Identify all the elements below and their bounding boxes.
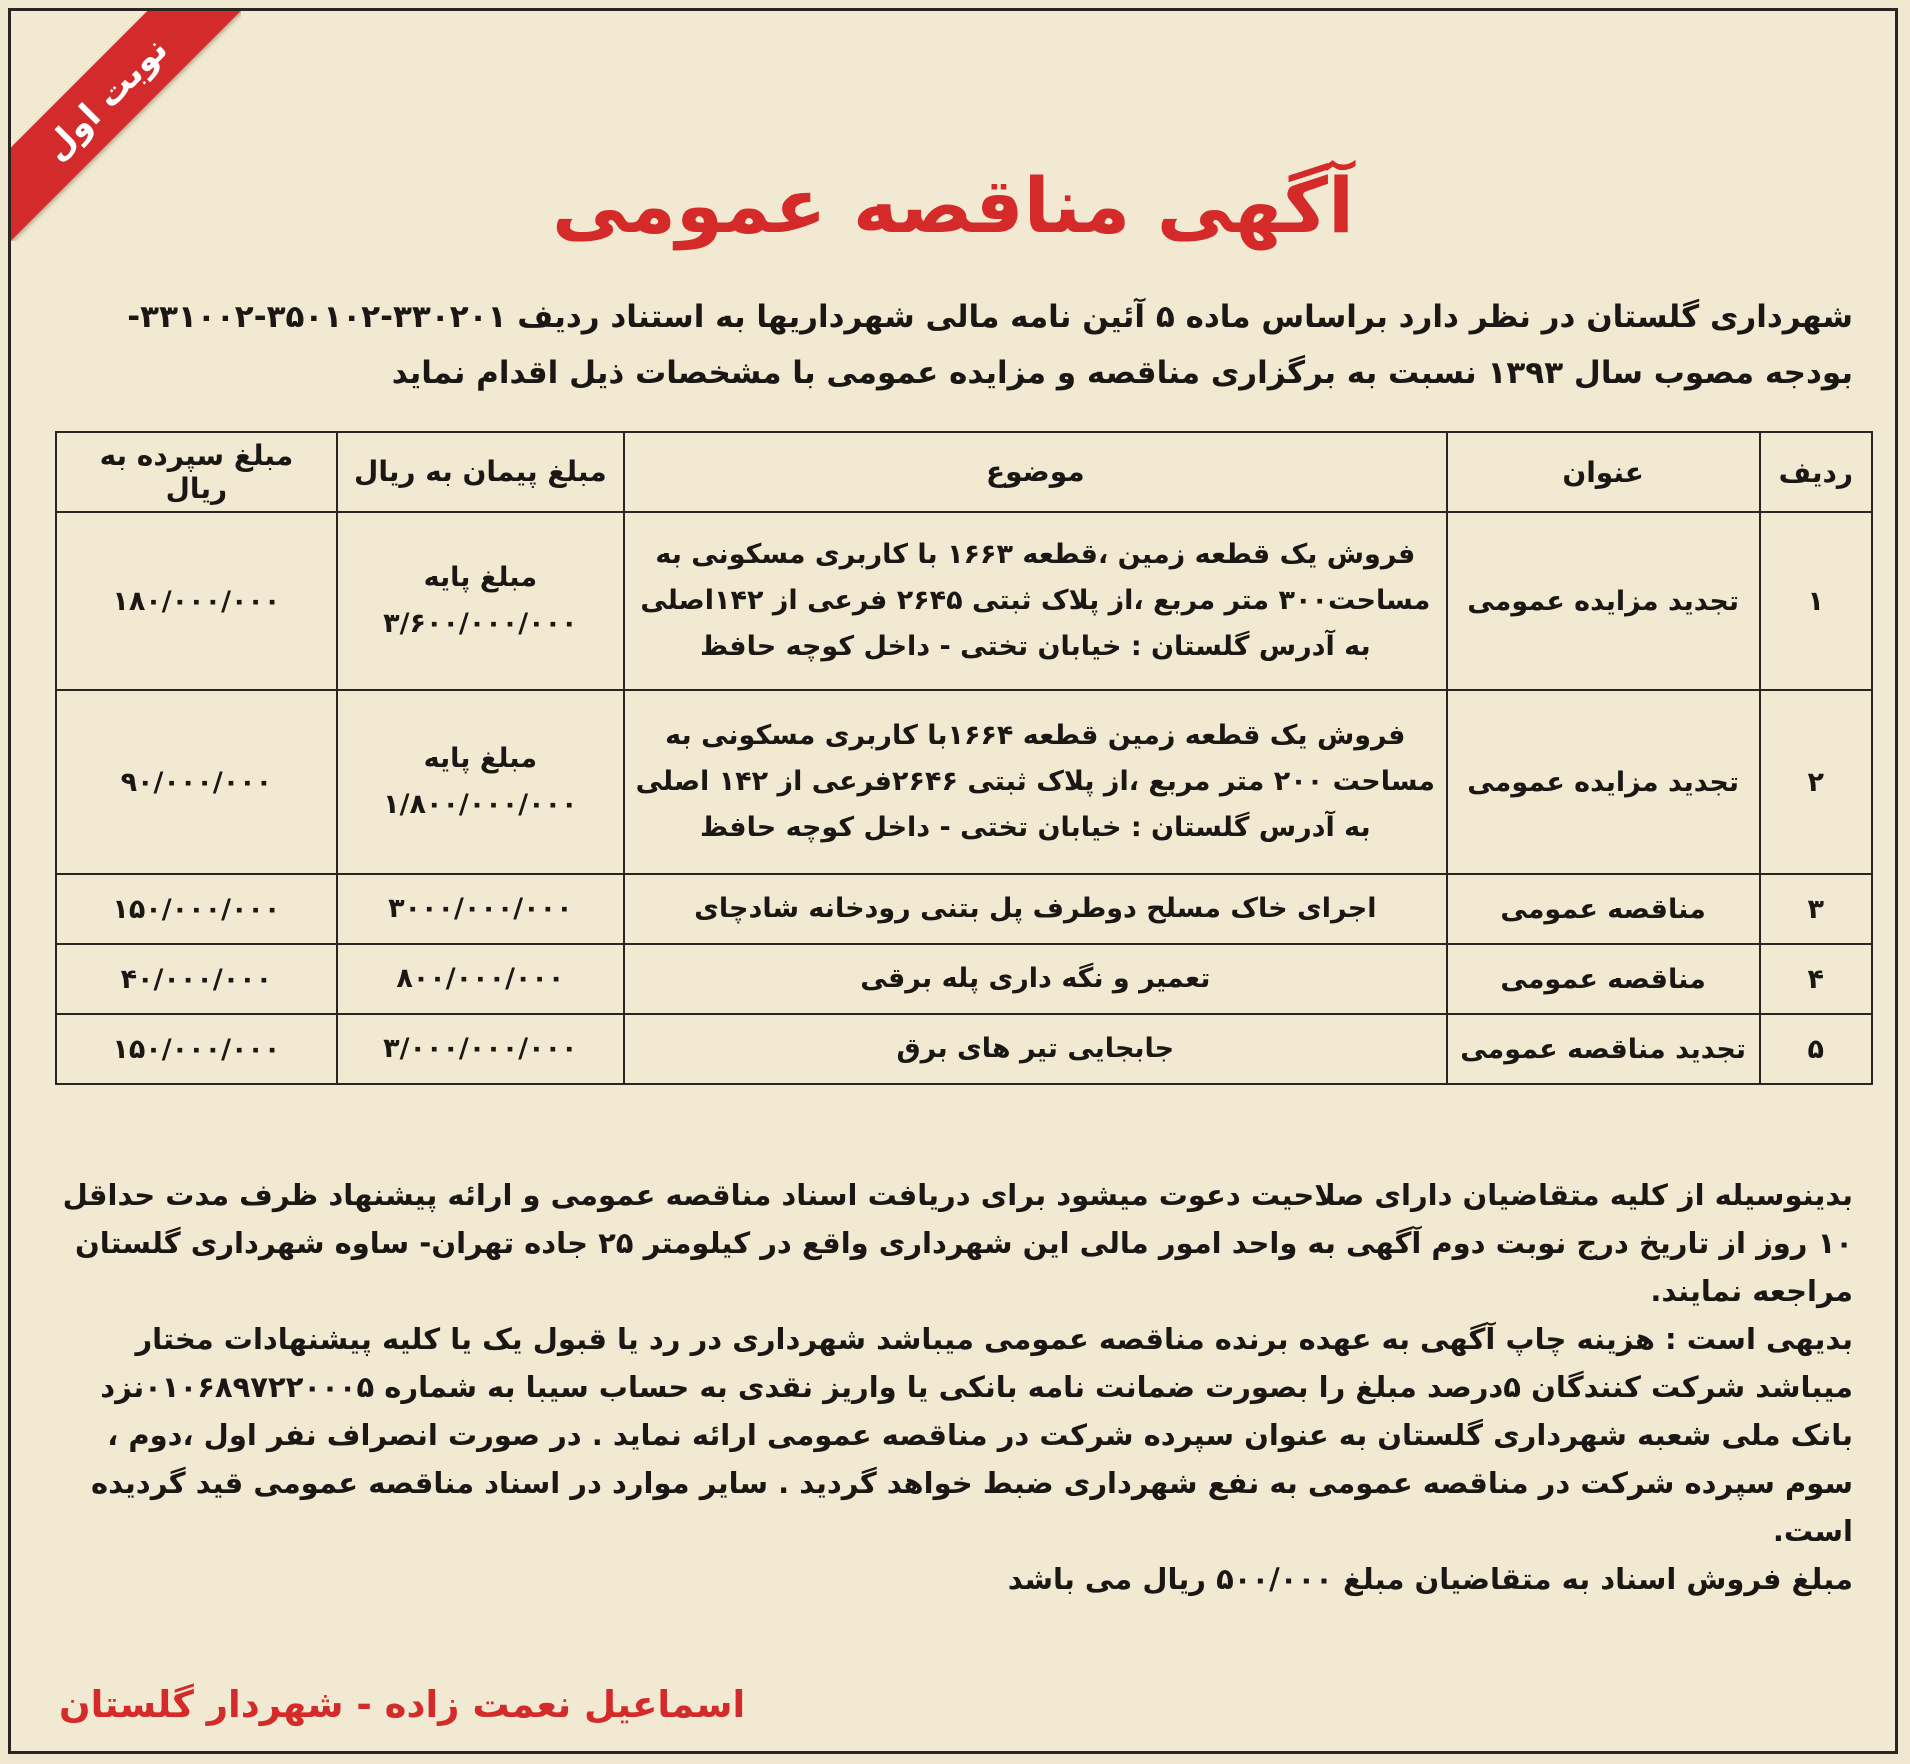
row-title: تجدید مزایده عمومی	[1447, 690, 1760, 874]
table-row	[56, 690, 1872, 874]
row-deposit: ۱۸۰/۰۰۰/۰۰۰	[56, 512, 337, 690]
header-contract-amount: مبلغ پیمان به ریال	[337, 432, 624, 512]
invitation-paragraph: بدینوسیله از کلیه متقاضیان دارای صلاحیت دعوت میشود برای دریافت اسناد مناقصه عمومی و ارائه پیشنهاد ظرف مدت حداقل ۱۰ روز از تاریخ درج نوبت دوم آگهی به واحد امور مالی این شهرداری واقع در کیلومتر ۲۵ جاده تهران- ساوه شهرداری گلستان مراجعه نمایند.	[62, 1178, 1853, 1308]
row-title: مناقصه عمومی	[1447, 874, 1760, 944]
table-row	[56, 874, 1872, 944]
tender-table	[55, 431, 1873, 1085]
row-number: ۳	[1760, 874, 1872, 944]
row-subject: تعمیر و نگه داری پله برقی	[624, 944, 1447, 1014]
contract-amount: ۳/۰۰۰/۰۰۰/۰۰۰	[337, 1014, 624, 1084]
row-title: مناقصه عمومی	[1447, 944, 1760, 1014]
header-subject: موضوع	[624, 432, 1447, 512]
contract-amount: ۱/۸۰۰/۰۰۰/۰۰۰	[383, 789, 578, 820]
row-number: ۴	[1760, 944, 1872, 1014]
row-subject: اجرای خاک مسلح دوطرف پل بتنی رودخانه شادچای	[624, 874, 1447, 944]
contract-amount: ۳۰۰۰/۰۰۰/۰۰۰	[337, 874, 624, 944]
row-deposit: ۱۵۰/۰۰۰/۰۰۰	[56, 874, 337, 944]
header-deposit-amount: مبلغ سپرده به ریال	[56, 432, 337, 512]
row-contract	[337, 512, 624, 690]
row-number: ۵	[1760, 1014, 1872, 1084]
contract-amount: ۸۰۰/۰۰۰/۰۰۰	[337, 944, 624, 1014]
contract-base-label: مبلغ پایه	[423, 562, 538, 593]
document-price-paragraph: مبلغ فروش اسناد به متقاضیان مبلغ ۵۰۰/۰۰۰ ریال می باشد	[1007, 1562, 1853, 1596]
row-deposit: ۱۵۰/۰۰۰/۰۰۰	[56, 1014, 337, 1084]
row-title: تجدید مزایده عمومی	[1447, 512, 1760, 690]
page-title: آگهی مناقصه عمومی	[551, 161, 1355, 250]
intro-paragraph: شهرداری گلستان در نظر دارد براساس ماده ۵ آئین نامه مالی شهرداریها به استناد ردیف ۳۳۰۲۰۱-۳۵۰۱۰۲-۳۳۱۰۰۲- بودجه مصوب سال ۱۳۹۳ نسبت به برگزاری مناقصه و مزایده عمومی با مشخصات ذیل اقدام نماید	[127, 299, 1853, 391]
row-subject: جابجایی تیر های برق	[624, 1014, 1447, 1084]
contract-amount: ۳/۶۰۰/۰۰۰/۰۰۰	[383, 608, 578, 639]
row-contract	[337, 690, 624, 874]
table-row	[56, 944, 1872, 1014]
row-number: ۱	[1760, 512, 1872, 690]
header-title: عنوان	[1447, 432, 1760, 512]
row-subject: فروش یک قطعه زمین قطعه ۱۶۶۴با کاربری مسکونی به مساحت ۲۰۰ متر مربع ،از پلاک ثبتی ۲۶۴۶فرعی از ۱۴۲ اصلی به آدرس گلستان : خیابان تختی - داخل کوچه حافظ	[624, 690, 1447, 874]
row-number: ۲	[1760, 690, 1872, 874]
row-deposit: ۹۰/۰۰۰/۰۰۰	[56, 690, 337, 874]
row-title: تجدید مناقصه عمومی	[1447, 1014, 1760, 1084]
conditions-paragraph: بدیهی است : هزینه چاپ آگهی به عهده برنده مناقصه عمومی میباشد شهرداری در رد یا قبول یک یا کلیه پیشنهادات مختار میباشد شرکت کنندگان ۵درصد مبلغ را بصورت ضمانت نامه بانکی یا واریز نقدی به حساب سیبا به شماره ۰۱۰۶۸۹۷۲۲۰۰۰۵نزد بانک ملی شعبه شهرداری گلستان به عنوان سپرده شرکت در مناقصه عمومی ارائه نماید . در صورت انصراف نفر اول ،دوم ، سوم سپرده شرکت در مناقصه عمومی به نفع شهرداری ضبط خواهد گردید . سایر موارد در اسناد مناقصه عمومی قید گردیده است.	[91, 1322, 1853, 1548]
table-header-row	[56, 432, 1872, 512]
advertisement-frame	[8, 8, 1898, 1754]
header-row-number: ردیف	[1760, 432, 1872, 512]
table-row	[56, 512, 1872, 690]
contract-base-label: مبلغ پایه	[423, 743, 538, 774]
first-publication-badge: نوبت اول	[11, 11, 241, 241]
mayor-signature: اسماعیل نعمت زاده - شهردار گلستان	[59, 1683, 746, 1726]
terms-body	[53, 1171, 1853, 1603]
table-row	[56, 1014, 1872, 1084]
row-subject: فروش یک قطعه زمین ،قطعه ۱۶۶۳ با کاربری مسکونی به مساحت۳۰۰ متر مربع ،از پلاک ثبتی ۲۶۴۵ فرعی از ۱۴۲اصلی به آدرس گلستان : خیابان تختی - داخل کوچه حافظ	[624, 512, 1447, 690]
row-deposit: ۴۰/۰۰۰/۰۰۰	[56, 944, 337, 1014]
